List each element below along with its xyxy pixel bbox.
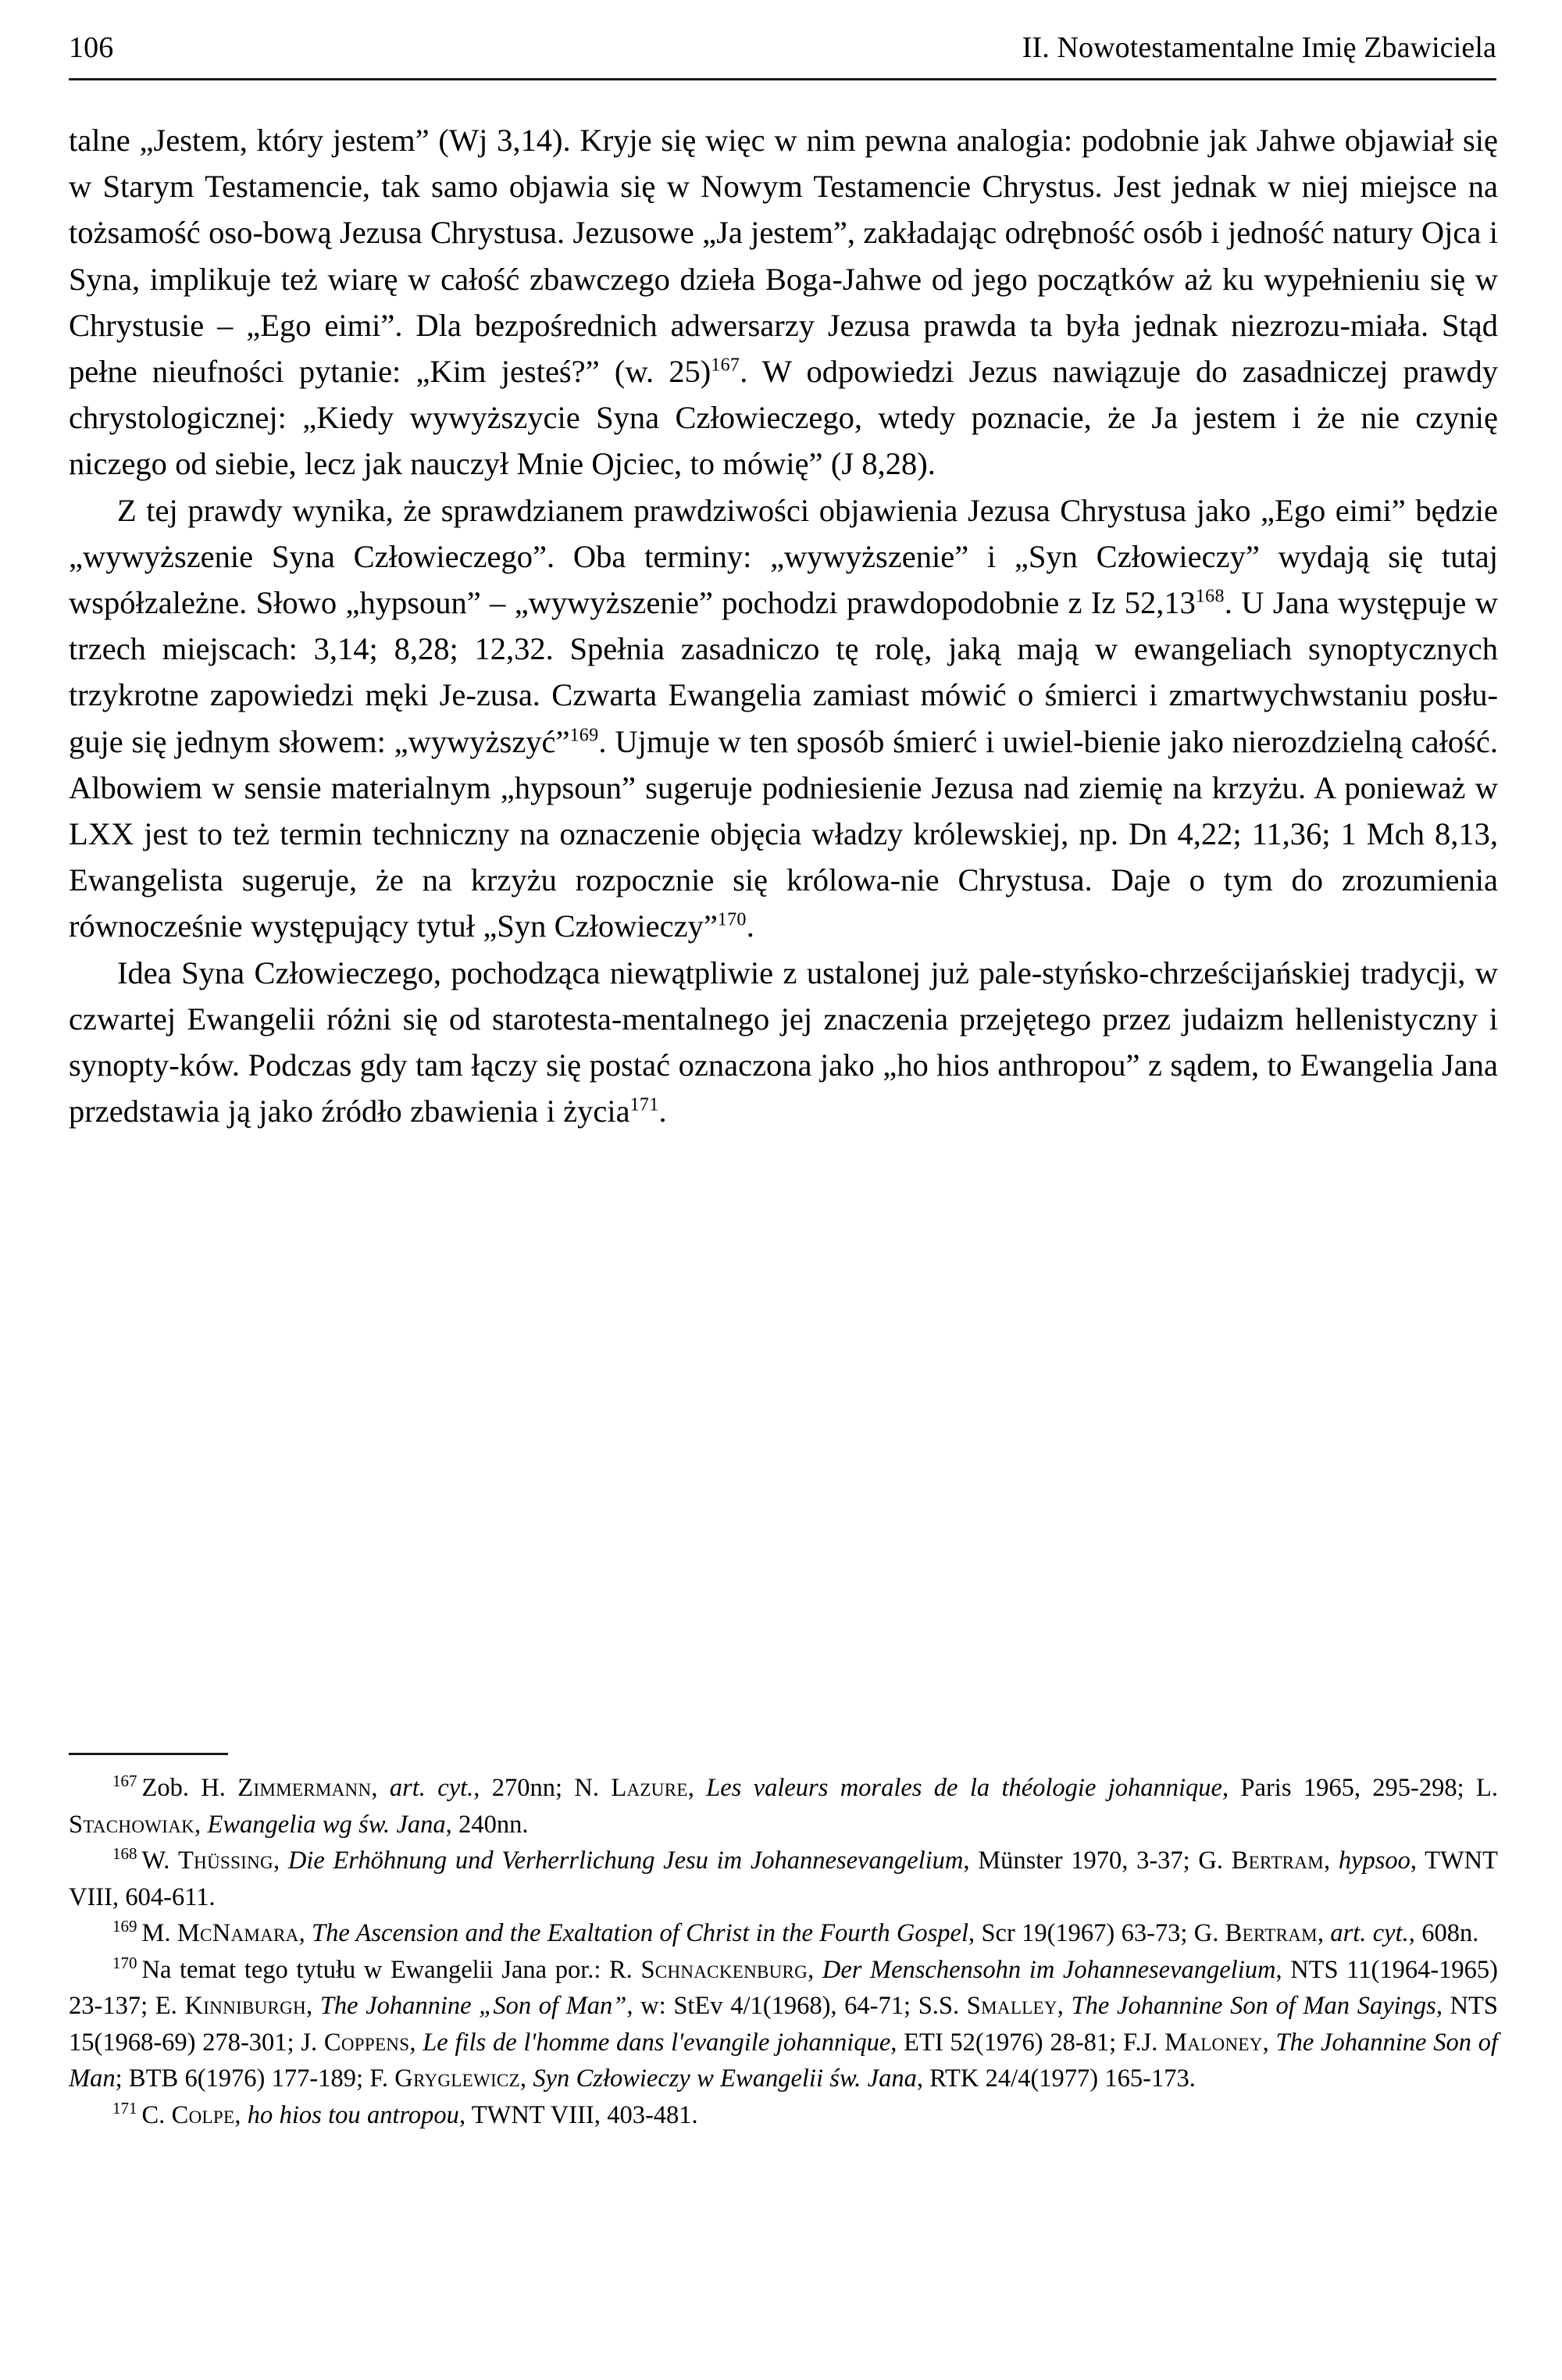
footnote-marker-170[interactable]: 170 [112, 1953, 137, 1972]
footnote-author-name: Schnackenburg [640, 1955, 808, 1984]
footnote-list [69, 1770, 1498, 2133]
footnote-work-title: art. cyt. [1330, 1919, 1409, 1947]
footnote-170 [69, 1952, 1498, 2097]
footnote-text: , Paris 1965, 295-298; L. [1221, 1774, 1498, 1802]
footnote-author-name: Coppens [323, 2028, 410, 2057]
footnote-work-title: The Johannine Son of Man [69, 2028, 1498, 2093]
footnote-text: , 608n. [1408, 1919, 1479, 1947]
footnote-text: , TWNT VIII, 403-481. [458, 2100, 698, 2129]
footnote-separator-rule [69, 1753, 228, 1755]
paragraph-2-text-c: . Ujmuje w ten sposób śmierć i uwiel-bienie jako nierozdzielną całość. Albowiem w sensie materialnym „hypsoun” sugeruje podniesienie Jezusa nad ziemię na krzyżu. A ponieważ w LXX jest to też termin techniczny na oznaczenie objęcia władzy królewskiej, np. Dn 4,22; 11,36; 1 Mch 8,13, Ewangelista sugeruje, że na krzyżu rozpocznie się królowa-nie Chrystusa. Daje o tym do zrozumienia równocześnie występujący tytuł „Syn Człowieczy” [69, 723, 1498, 944]
footnote-text: , NTS 11(1964-1965) 23-137; E. [69, 1955, 1498, 2020]
footnote-work-title: The Ascension and the Exaltation of Christ in the Fourth Gospel [312, 1919, 968, 1947]
footnote-work-title: Ewangelia wg św. Jana [207, 1810, 446, 1839]
footnote-ref-168[interactable]: 168 [1195, 586, 1225, 607]
running-head [69, 30, 1496, 66]
paragraph-1-text-a: talne „Jestem, który jestem” (Wj 3,14). Kryje się więc w nim pewna analogia: podobnie jak Jahwe objawiał się w Starym Testamencie, tak samo objawia się w Nowym Testamencie Chrystus. Jest jednak w niej miejsce na tożsamość oso-bową Jezusa Chrystusa. Jezusowe „Ja jestem”, zakładając odrębność osób i jedność natury Ojca i Syna, implikuje też wiarę w całość zbawczego dzieła Boga-Jahwe od jego początków aż ku wypełnieniu się w Chrystusie – „Ego eimi”. Dla bezpośrednich adwersarzy Jezusa prawda ta była jednak niezrozu-miała. Stąd pełne nieufności pytanie: „Kim jesteś?” (w. 25) [69, 123, 1498, 390]
paragraph-2 [69, 487, 1498, 950]
paragraph-2-text-d: . [746, 908, 754, 944]
footnote-author-name: Bertram [1225, 1919, 1318, 1947]
footnote-author-name: Lazure [611, 1774, 688, 1802]
footnote-text: , [305, 1992, 320, 2020]
footnote-author-name: Gryglewicz [394, 2064, 520, 2093]
footnote-work-title: Syn Człowieczy w Ewangelii św. Jana [533, 2064, 917, 2093]
footnote-text: , [194, 1810, 208, 1839]
footnote-work-title: ho hios tou antropou [247, 2100, 459, 2129]
footnote-author-name: Maloney [1164, 2028, 1263, 2057]
footnote-author-name: Bertram [1231, 1847, 1324, 1875]
footnote-author-name: Thüssing [178, 1847, 273, 1875]
footnote-text: , [273, 1847, 288, 1875]
footnote-text: , Münster 1970, 3-37; G. [963, 1847, 1232, 1875]
footnote-171 [69, 2097, 1498, 2134]
footnote-text: , TWNT VIII, 604-611. [69, 1847, 1499, 1911]
footnote-ref-170[interactable]: 170 [717, 909, 747, 930]
paragraph-1-text-b: . W odpowiedzi Jezus nawiązuje do zasadniczej prawdy chrystologicznej: „Kiedy wywyższycie Syna Człowieczego, wtedy poznacie, że Ja jestem i że nie czynię niczego od siebie, lecz jak nauczył Mnie Ojciec, to mówię” (J 8,28). [69, 354, 1498, 482]
footnote-author-name: Zimmermann [237, 1774, 372, 1802]
footnote-work-title: The Johannine Son of Man Sayings [1071, 1992, 1436, 2020]
footnote-text: , [519, 2064, 533, 2093]
footnote-text: , [234, 2100, 248, 2129]
footnote-work-title: Le fils de l'homme dans l'evangile johannique [423, 2028, 891, 2057]
footnote-work-title: Die Erhöhnung und Verherrlichung Jesu im Johannesevangelium [287, 1847, 964, 1875]
paragraph-3-text-b: . [658, 1094, 667, 1129]
footnote-text: ; BTB 6(1976) 177-189; F. [115, 2064, 395, 2093]
footnote-marker-169[interactable]: 169 [112, 1917, 137, 1936]
footnote-167 [69, 1770, 1498, 1843]
footnote-text: , [1323, 1847, 1339, 1875]
footnote-author-name: McNamara [177, 1919, 299, 1947]
footnote-text: , ETI 52(1976) 28-81; F.J. [890, 2028, 1165, 2057]
footnote-text: , NTS 15(1968-69) 278-301; J. [69, 1992, 1499, 2057]
footnote-ref-169[interactable]: 169 [569, 725, 599, 746]
footnote-author-name: Colpe [171, 2100, 235, 2129]
footnote-text: , [687, 1774, 707, 1802]
footnote-text: , [1317, 1919, 1331, 1947]
paragraph-2-text-b: . U Jana występuje w trzech miejscach: 3,14; 8,28; 12,32. Spełnia zasadniczo tę rolę, jaką mają w ewangeliach synoptycznych trzykrotne zapowiedzi męki Je-zusa. Czwarta Ewangelia zamiast mówić o śmierci i zmartwychwstaniu posłu-guje się jednym słowem: „wywyższyć” [69, 585, 1498, 759]
footnote-author-name: Smalley [966, 1992, 1057, 2020]
header-rule [69, 78, 1496, 80]
footnote-text: , [808, 1955, 822, 1984]
footnote-text: , Scr 19(1967) 63-73; G. [968, 1919, 1225, 1947]
footnote-text: Na temat tego tytułu w Ewangelii Jana por.: R. [141, 1955, 641, 1984]
footnote-text: , [1057, 1992, 1072, 2020]
footnote-text: , w: StEv 4/1(1968), 64-71; S.S. [626, 1992, 967, 2020]
footnote-text: , RTK 24/4(1977) 165-173. [916, 2064, 1196, 2093]
footnote-text: M. [141, 1919, 177, 1947]
footnote-ref-171[interactable]: 171 [629, 1094, 659, 1115]
footnote-168 [69, 1843, 1498, 1915]
footnote-work-title: art. cyt. [389, 1774, 474, 1802]
footnote-text: , 270nn; N. [473, 1774, 612, 1802]
paragraph-1 [69, 117, 1498, 487]
footnote-marker-167[interactable]: 167 [112, 1772, 137, 1791]
footnote-marker-168[interactable]: 168 [112, 1844, 137, 1864]
footnote-text: , [1262, 2028, 1276, 2057]
footnote-text: W. [141, 1847, 179, 1875]
footnote-work-title: The Johannine „Son of Man” [319, 1992, 627, 2020]
page-number: 106 [69, 31, 114, 64]
footnote-text: , 240nn. [445, 1810, 529, 1839]
paragraph-3 [69, 950, 1498, 1135]
footnote-author-name: Kinniburgh [184, 1992, 306, 2020]
paragraph-2-text-a: Z tej prawdy wynika, że sprawdzianem prawdziwości objawienia Jezusa Chrystusa jako „Ego eimi” będzie „wywyższenie Syna Człowieczego”. Oba terminy: „wywyższenie” i „Syn Człowieczy” wydają się tutaj współzależne. Słowo „hypsoun” – „wywyższenie” pochodzi prawdopodobnie z Iz 52,13 [69, 492, 1498, 621]
body-text [69, 117, 1498, 1134]
footnote-text: C. [141, 2100, 172, 2129]
footnote-ref-167[interactable]: 167 [711, 355, 740, 376]
footnote-work-title: hypsoo [1338, 1847, 1410, 1875]
footnote-text: Zob. H. [141, 1774, 238, 1802]
footnote-work-title: Der Menschensohn im Johannesevangelium [822, 1955, 1276, 1984]
footnote-text: , [409, 2028, 423, 2057]
footnote-text: , [371, 1774, 390, 1802]
running-title: II. Nowotestamentalne Imię Zbawiciela [1022, 31, 1496, 64]
footnote-author-name: Stachowiak [69, 1810, 195, 1839]
footnote-marker-171[interactable]: 171 [112, 2098, 137, 2118]
footnote-text: , [298, 1919, 312, 1947]
footnote-work-title: Les valeurs morales de la théologie johannique [706, 1774, 1222, 1802]
paragraph-3-text-a: Idea Syna Człowieczego, pochodząca niewątpliwie z ustalonej już pale-styńsko-chrześcijańskiej tradycji, w czwartej Ewangelii różni się od starotesta-mentalnego jej znaczenia przejętego przez judaizm hellenistyczny i synopty-ków. Podczas gdy tam łączy się postać oznaczona jako „ho hios anthropou” z sądem, to Ewangelia Jana przedstawia ją jako źródło zbawienia i życia [69, 954, 1498, 1129]
footnote-169 [69, 1915, 1498, 1952]
